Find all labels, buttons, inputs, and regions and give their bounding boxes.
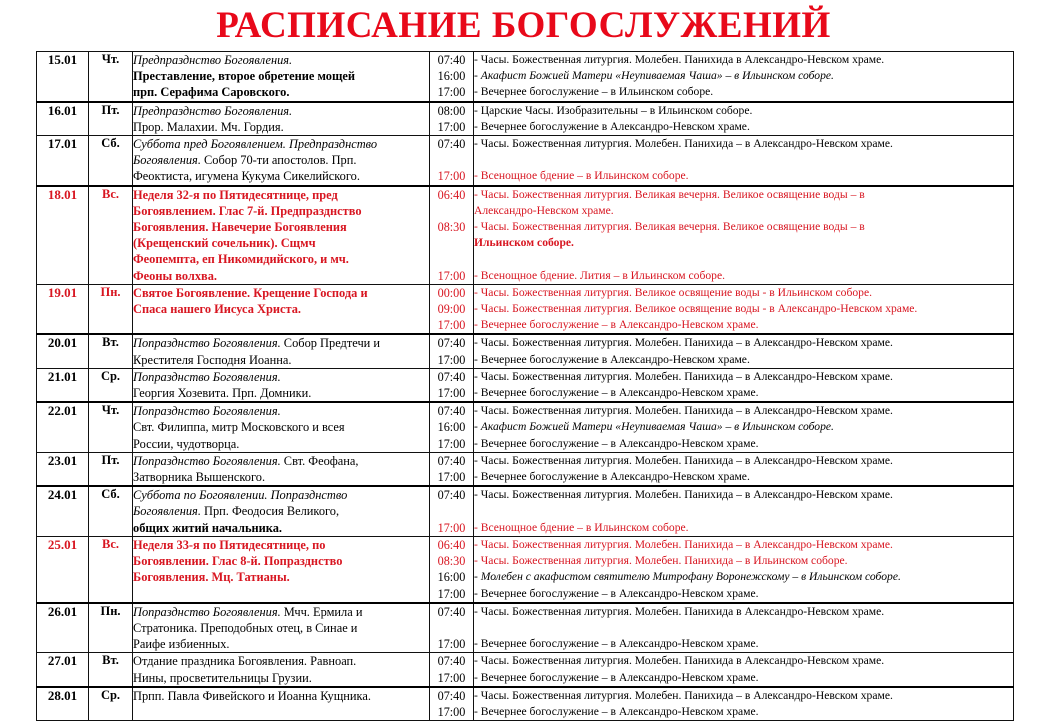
time-line: 07:40 bbox=[437, 604, 466, 619]
cell-commemoration bbox=[133, 486, 430, 536]
cell-date: 26.01 bbox=[37, 603, 89, 653]
commemoration-line: Богоявлением. Глас 7-й. Предпразднство bbox=[133, 203, 362, 218]
commemoration-line: Нины, просветительницы Грузии. bbox=[133, 670, 312, 685]
service-line: - Часы. Божественная литургия. Молебен. Панихида – в Александро-Невском храме. bbox=[474, 404, 893, 418]
service-line: - Часы. Божественная литургия. Великое освящение воды - в Александро-Невском храме. bbox=[474, 302, 918, 316]
time-line: 00:00 bbox=[437, 285, 466, 300]
service-line: - Акафист Божией Матери «Неупиваемая Чаша» – в Ильинском соборе. bbox=[474, 420, 834, 434]
time-line: 08:30 bbox=[437, 220, 466, 235]
commemoration-line: Прор. Малахии. Мч. Гордия. bbox=[133, 119, 284, 134]
cell-services bbox=[474, 402, 1014, 452]
service-line: Александро-Невском храме. bbox=[474, 203, 614, 217]
cell-weekday: Пт. bbox=[89, 102, 133, 136]
cell-times bbox=[430, 402, 474, 452]
time-line: 17:00 bbox=[437, 169, 466, 184]
cell-times bbox=[430, 687, 474, 721]
cell-services bbox=[474, 603, 1014, 653]
service-line: - Вечернее богослужение – в Александро-Невском храме. bbox=[474, 670, 759, 684]
cell-times bbox=[430, 186, 474, 285]
time-line: 07:40 bbox=[437, 336, 466, 351]
cell-commemoration bbox=[133, 334, 430, 368]
time-line: 09:00 bbox=[437, 302, 466, 317]
cell-commemoration bbox=[133, 136, 430, 186]
commemoration-line: Неделя 32-я по Пятидесятнице, пред bbox=[133, 187, 338, 202]
cell-weekday: Вс. bbox=[89, 536, 133, 602]
time-line: 17:00 bbox=[437, 436, 466, 451]
cell-date: 24.01 bbox=[37, 486, 89, 536]
table-row bbox=[37, 136, 1014, 186]
commemoration-line: Свт. Филиппа, митр Московского и всея bbox=[133, 420, 345, 435]
page-title: РАСПИСАНИЕ БОГОСЛУЖЕНИЙ bbox=[216, 5, 831, 46]
cell-services bbox=[474, 368, 1014, 402]
commemoration-line: Георгия Хозевита. Прп. Домники. bbox=[133, 386, 312, 401]
cell-date: 25.01 bbox=[37, 536, 89, 602]
table-row bbox=[37, 653, 1014, 687]
cell-times bbox=[430, 603, 474, 653]
service-line: - Часы. Божественная литургия. Молебен. Панихида в Александро-Невском храме. bbox=[474, 53, 885, 66]
cell-weekday: Пн. bbox=[89, 603, 133, 653]
commemoration-line: прп. Серафима Саровского. bbox=[133, 85, 290, 100]
time-line: 16:00 bbox=[437, 420, 466, 435]
cell-date: 15.01 bbox=[37, 52, 89, 102]
cell-weekday: Ср. bbox=[89, 368, 133, 402]
cell-services bbox=[474, 334, 1014, 368]
service-line: - Часы. Божественная литургия. Молебен. Панихида – в Александро-Невском храме. bbox=[474, 453, 893, 467]
service-line: - Часы. Божественная литургия. Молебен. Панихида – в Александро-Невском храме. bbox=[474, 137, 893, 151]
table-row bbox=[37, 402, 1014, 452]
time-line: 07:40 bbox=[437, 453, 466, 468]
commemoration-line: Попразднство Богоявления. bbox=[133, 404, 281, 419]
service-line: - Часы. Божественная литургия. Молебен. Панихида – в Александро-Невском храме. bbox=[474, 488, 893, 502]
time-line: 17:00 bbox=[437, 520, 466, 535]
cell-date: 21.01 bbox=[37, 368, 89, 402]
service-line: - Вечернее богослужение – в Александро-Невском храме. bbox=[474, 586, 759, 600]
commemoration-line: Раифе избиенных. bbox=[133, 637, 230, 652]
cell-commemoration bbox=[133, 603, 430, 653]
service-line: - Часы. Божественная литургия. Молебен. Панихида – в Александро-Невском храме. bbox=[474, 336, 893, 350]
commemoration-line: Попразднство Богоявления. Свт. Феофана, bbox=[133, 453, 359, 468]
time-line: 07:40 bbox=[437, 688, 466, 703]
commemoration-line: Попразднство Богоявления. bbox=[133, 369, 281, 384]
cell-weekday: Пт. bbox=[89, 452, 133, 486]
cell-times bbox=[430, 334, 474, 368]
service-line: - Часы. Божественная литургия. Великая вечерня. Великое освящение воды – в bbox=[474, 187, 865, 201]
cell-weekday: Вс. bbox=[89, 186, 133, 285]
cell-services bbox=[474, 687, 1014, 721]
cell-services bbox=[474, 102, 1014, 136]
commemoration-line: Феоны волхва. bbox=[133, 268, 218, 283]
service-line: - Вечернее богослужение – в Александро-Невском храме. bbox=[474, 436, 759, 450]
service-line: - Вечернее богослужение – в Александро-Невском храме. bbox=[474, 386, 759, 400]
table-row bbox=[37, 687, 1014, 721]
time-line: 17:00 bbox=[437, 637, 466, 652]
commemoration-line: Феопемпта, еп Никомидийского, и мч. bbox=[133, 252, 349, 267]
cell-date: 28.01 bbox=[37, 687, 89, 721]
cell-commemoration bbox=[133, 102, 430, 136]
commemoration-line: общих житий начальника. bbox=[133, 520, 283, 535]
cell-commemoration bbox=[133, 368, 430, 402]
time-line: 17:00 bbox=[437, 670, 466, 685]
cell-services bbox=[474, 653, 1014, 687]
table-row bbox=[37, 284, 1014, 334]
commemoration-line: Богоявлении. Глас 8-й. Попразднство bbox=[133, 554, 343, 569]
time-line: 08:00 bbox=[437, 103, 466, 118]
commemoration-line: Богоявления. Навечерие Богоявления bbox=[133, 220, 347, 235]
time-line: 08:30 bbox=[437, 554, 466, 569]
cell-times bbox=[430, 136, 474, 186]
cell-times bbox=[430, 536, 474, 602]
service-line: - Часы. Божественная литургия. Молебен. Панихида – в Александро-Невском храме. bbox=[474, 537, 893, 551]
time-line: 07:40 bbox=[437, 137, 466, 152]
cell-times bbox=[430, 486, 474, 536]
service-line: - Молебен с акафистом святителю Митрофану Воронежскому – в Ильинском соборе. bbox=[474, 570, 901, 584]
commemoration-line: Богоявления. Собор 70-ти апостолов. Прп. bbox=[133, 153, 357, 168]
cell-times bbox=[430, 52, 474, 102]
service-line: - Часы. Божественная литургия. Молебен. Панихида – в Ильинском соборе. bbox=[474, 554, 848, 568]
commemoration-line: Преставление, второе обретение мощей bbox=[133, 69, 356, 84]
commemoration-line: Затворника Вышенского. bbox=[133, 470, 266, 485]
time-line: 16:00 bbox=[437, 570, 466, 585]
cell-weekday: Чт. bbox=[89, 402, 133, 452]
table-row bbox=[37, 334, 1014, 368]
service-line: - Часы. Божественная литургия. Великая вечерня. Великое освящение воды – в bbox=[474, 220, 865, 234]
schedule-table-wrapper bbox=[36, 51, 1013, 721]
table-row bbox=[37, 52, 1014, 102]
cell-date: 17.01 bbox=[37, 136, 89, 186]
commemoration-line: Предпразднство Богоявления. bbox=[133, 103, 293, 118]
table-row bbox=[37, 368, 1014, 402]
cell-times bbox=[430, 653, 474, 687]
commemoration-line: Попразднство Богоявления. Мчч. Ермила и bbox=[133, 604, 363, 619]
cell-commemoration bbox=[133, 402, 430, 452]
commemoration-line: Святое Богоявление. Крещение Господа и bbox=[133, 285, 368, 300]
service-line: - Всенощное бдение. Лития – в Ильинском соборе. bbox=[474, 268, 726, 282]
cell-weekday: Пн. bbox=[89, 284, 133, 334]
cell-services bbox=[474, 284, 1014, 334]
time-line: 07:40 bbox=[437, 488, 466, 503]
cell-services bbox=[474, 536, 1014, 602]
time-line: 07:40 bbox=[437, 369, 466, 384]
service-line: - Вечернее богослужение – в Ильинском соборе. bbox=[474, 85, 714, 99]
service-schedule-table bbox=[36, 51, 1014, 721]
commemoration-line: Богоявления. Прп. Феодосия Великого, bbox=[133, 504, 340, 519]
table-row bbox=[37, 452, 1014, 486]
service-line: - Всенощное бдение – в Ильинском соборе. bbox=[474, 520, 689, 534]
cell-commemoration bbox=[133, 452, 430, 486]
time-line: 06:40 bbox=[437, 187, 466, 202]
cell-services bbox=[474, 52, 1014, 102]
cell-commemoration bbox=[133, 536, 430, 602]
service-line: - Часы. Божественная литургия. Молебен. Панихида в Александро-Невском храме. bbox=[474, 604, 885, 618]
cell-date: 18.01 bbox=[37, 186, 89, 285]
service-line: Ильинском соборе. bbox=[474, 236, 574, 250]
commemoration-line: Неделя 33-я по Пятидесятнице, по bbox=[133, 537, 326, 552]
cell-services bbox=[474, 136, 1014, 186]
service-line: - Вечернее богослужение в Александро-Невском храме. bbox=[474, 470, 750, 484]
commemoration-line: Отдание праздника Богоявления. Равноап. bbox=[133, 654, 357, 669]
cell-weekday: Вт. bbox=[89, 334, 133, 368]
schedule-table-body bbox=[37, 52, 1014, 721]
table-row bbox=[37, 102, 1014, 136]
table-row bbox=[37, 536, 1014, 602]
cell-services bbox=[474, 186, 1014, 285]
cell-weekday: Ср. bbox=[89, 687, 133, 721]
time-line: 16:00 bbox=[437, 69, 466, 84]
commemoration-line: Богоявления. Мц. Татианы. bbox=[133, 570, 290, 585]
service-line: - Вечернее богослужение в Александро-Невском храме. bbox=[474, 119, 750, 133]
commemoration-line: Суббота по Богоявлении. Попразднство bbox=[133, 488, 348, 503]
service-line: - Всенощное бдение – в Ильинском соборе. bbox=[474, 169, 689, 183]
cell-weekday: Чт. bbox=[89, 52, 133, 102]
cell-commemoration bbox=[133, 653, 430, 687]
service-line: - Часы. Божественная литургия. Молебен. Панихида в Александро-Невском храме. bbox=[474, 654, 885, 668]
commemoration-line: Спаса нашего Иисуса Христа. bbox=[133, 302, 302, 317]
service-line: - Часы. Божественная литургия. Великое освящение воды - в Ильинском соборе. bbox=[474, 285, 872, 299]
time-line: 17:00 bbox=[437, 586, 466, 601]
time-line: 17:00 bbox=[437, 318, 466, 333]
time-line: 17:00 bbox=[437, 268, 466, 283]
time-line: 17:00 bbox=[437, 386, 466, 401]
commemoration-line: Крестителя Господня Иоанна. bbox=[133, 352, 292, 367]
cell-services bbox=[474, 486, 1014, 536]
cell-commemoration bbox=[133, 186, 430, 285]
commemoration-line: Попразднство Богоявления. Собор Предтечи и bbox=[133, 336, 381, 351]
cell-date: 16.01 bbox=[37, 102, 89, 136]
cell-times bbox=[430, 102, 474, 136]
commemoration-line: (Крещенский сочельник). Сщмч bbox=[133, 236, 316, 251]
cell-commemoration bbox=[133, 284, 430, 334]
cell-weekday: Вт. bbox=[89, 653, 133, 687]
cell-commemoration bbox=[133, 52, 430, 102]
service-line: - Вечернее богослужение – в Александро-Невском храме. bbox=[474, 704, 759, 718]
cell-date: 27.01 bbox=[37, 653, 89, 687]
cell-date: 23.01 bbox=[37, 452, 89, 486]
time-line: 07:40 bbox=[437, 654, 466, 669]
table-row bbox=[37, 486, 1014, 536]
time-line: 17:00 bbox=[437, 85, 466, 100]
time-line: 07:40 bbox=[437, 404, 466, 419]
commemoration-line: Стратоника. Преподобных отец, в Синае и bbox=[133, 620, 358, 635]
cell-services bbox=[474, 452, 1014, 486]
cell-times bbox=[430, 452, 474, 486]
table-row bbox=[37, 603, 1014, 653]
cell-times bbox=[430, 284, 474, 334]
cell-weekday: Сб. bbox=[89, 486, 133, 536]
service-line: - Часы. Божественная литургия. Молебен. Панихида – в Александро-Невском храме. bbox=[474, 369, 893, 383]
time-line: 17:00 bbox=[437, 470, 466, 485]
cell-date: 19.01 bbox=[37, 284, 89, 334]
service-line: - Вечернее богослужение – в Александро-Невском храме. bbox=[474, 318, 759, 332]
service-line: - Вечернее богослужение – в Александро-Невском храме. bbox=[474, 637, 759, 651]
commemoration-line: Феоктиста, игумена Кукума Сикелийского. bbox=[133, 169, 360, 184]
time-line: 06:40 bbox=[437, 537, 466, 552]
service-line: - Часы. Божественная литургия. Молебен. Панихида – в Александро-Невском храме. bbox=[474, 688, 893, 702]
cell-date: 20.01 bbox=[37, 334, 89, 368]
commemoration-line: Прпп. Павла Фивейского и Иоанна Кущника. bbox=[133, 688, 371, 703]
cell-commemoration bbox=[133, 687, 430, 721]
cell-times bbox=[430, 368, 474, 402]
table-row bbox=[37, 186, 1014, 285]
time-line: 07:40 bbox=[437, 53, 466, 67]
commemoration-line: Предпразднство Богоявления. bbox=[133, 53, 293, 67]
service-line: - Вечернее богослужение в Александро-Невском храме. bbox=[474, 352, 750, 366]
cell-date: 22.01 bbox=[37, 402, 89, 452]
time-line: 17:00 bbox=[437, 704, 466, 719]
time-line: 17:00 bbox=[437, 119, 466, 134]
commemoration-line: России, чудотворца. bbox=[133, 436, 240, 451]
service-line: - Царские Часы. Изобразительны – в Ильинском соборе. bbox=[474, 103, 753, 117]
cell-weekday: Сб. bbox=[89, 136, 133, 186]
time-line: 17:00 bbox=[437, 352, 466, 367]
commemoration-line: Суббота пред Богоявлением. Предпразднство bbox=[133, 137, 378, 152]
service-line: - Акафист Божией Матери «Неупиваемая Чаша» – в Ильинском соборе. bbox=[474, 69, 834, 83]
